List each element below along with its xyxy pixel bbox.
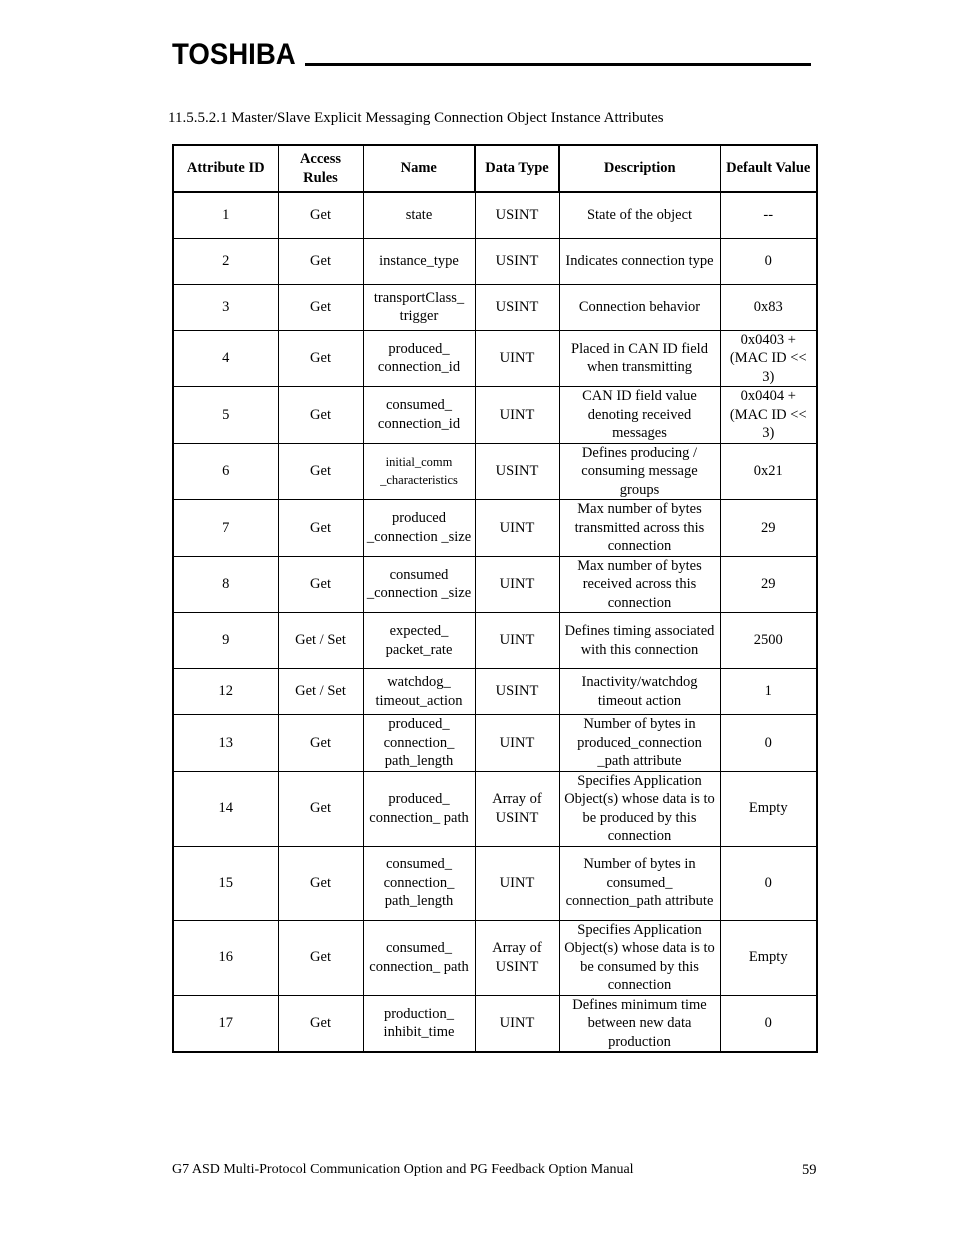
cell-default-value: 0x21 [720, 443, 817, 500]
table-row [173, 500, 817, 557]
cell-name: consumed_ connection_ path [363, 920, 475, 995]
cell-description: Placed in CAN ID field when transmitting [559, 330, 720, 387]
cell-attribute-id: 1 [173, 192, 278, 238]
cell-description: Specifies Application Object(s) whose data is to be consumed by this connection [559, 920, 720, 995]
cell-attribute-id: 15 [173, 846, 278, 920]
cell-data-type: UINT [475, 500, 559, 557]
cell-description: Max number of bytes received across this connection [559, 556, 720, 613]
cell-default-value: Empty [720, 771, 817, 846]
cell-attribute-id: 16 [173, 920, 278, 995]
table-row [173, 920, 817, 995]
footer-page-number: 59 [802, 1162, 817, 1178]
cell-data-type: UINT [475, 846, 559, 920]
cell-data-type: UINT [475, 387, 559, 444]
cell-access-rules: Get [278, 330, 363, 387]
cell-data-type: USINT [475, 669, 559, 715]
cell-attribute-id: 3 [173, 284, 278, 330]
cell-default-value: 0 [720, 238, 817, 284]
cell-default-value: 0x0403 + (MAC ID << 3) [720, 330, 817, 387]
cell-attribute-id: 8 [173, 556, 278, 613]
cell-default-value: Empty [720, 920, 817, 995]
cell-attribute-id: 14 [173, 771, 278, 846]
cell-data-type: UINT [475, 715, 559, 772]
toshiba-logo: TOSHIBA [172, 38, 296, 71]
footer-manual-title: G7 ASD Multi-Protocol Communication Option and PG Feedback Option Manual [172, 1162, 634, 1177]
table-row [173, 613, 817, 669]
cell-access-rules: Get [278, 846, 363, 920]
cell-description: Defines timing associated with this connection [559, 613, 720, 669]
cell-access-rules: Get [278, 771, 363, 846]
cell-name: produced_ connection_ path [363, 771, 475, 846]
cell-attribute-id: 4 [173, 330, 278, 387]
cell-default-value: 0x83 [720, 284, 817, 330]
cell-data-type: Array of USINT [475, 771, 559, 846]
cell-default-value: 1 [720, 669, 817, 715]
cell-name: watchdog_ timeout_action [363, 669, 475, 715]
cell-default-value: 0 [720, 715, 817, 772]
table-row [173, 556, 817, 613]
header-attribute-id: Attribute ID [173, 145, 278, 192]
cell-data-type: UINT [475, 556, 559, 613]
header-access-rules: Access Rules [278, 145, 363, 192]
cell-name: expected_ packet_rate [363, 613, 475, 669]
cell-access-rules: Get [278, 443, 363, 500]
table-row [173, 387, 817, 444]
cell-description: Connection behavior [559, 284, 720, 330]
table-row [173, 284, 817, 330]
cell-name: consumed _connection _size [363, 556, 475, 613]
cell-default-value: -- [720, 192, 817, 238]
cell-access-rules: Get / Set [278, 613, 363, 669]
cell-description: Defines producing / consuming message groups [559, 443, 720, 500]
cell-name: instance_type [363, 238, 475, 284]
cell-attribute-id: 2 [173, 238, 278, 284]
cell-data-type: USINT [475, 443, 559, 500]
table-row [173, 846, 817, 920]
cell-attribute-id: 13 [173, 715, 278, 772]
cell-access-rules: Get [278, 715, 363, 772]
table-row [173, 771, 817, 846]
cell-default-value: 29 [720, 500, 817, 557]
cell-attribute-id: 6 [173, 443, 278, 500]
section-title: 11.5.5.2.1 Master/Slave Explicit Messaging Connection Object Instance Attributes [168, 110, 664, 126]
cell-access-rules: Get [278, 500, 363, 557]
cell-description: Defines minimum time between new data production [559, 995, 720, 1052]
cell-attribute-id: 9 [173, 613, 278, 669]
cell-default-value: 29 [720, 556, 817, 613]
cell-description: Number of bytes in produced_connection _path attribute [559, 715, 720, 772]
header-data-type: Data Type [475, 145, 559, 192]
cell-default-value: 0 [720, 995, 817, 1052]
cell-access-rules: Get [278, 192, 363, 238]
cell-data-type: Array of USINT [475, 920, 559, 995]
cell-default-value: 0x0404 + (MAC ID << 3) [720, 387, 817, 444]
cell-data-type: USINT [475, 192, 559, 238]
cell-access-rules: Get [278, 920, 363, 995]
cell-data-type: UINT [475, 995, 559, 1052]
cell-description: CAN ID field value denoting received messages [559, 387, 720, 444]
table-row [173, 330, 817, 387]
cell-access-rules: Get [278, 387, 363, 444]
cell-data-type: USINT [475, 284, 559, 330]
cell-default-value: 2500 [720, 613, 817, 669]
cell-access-rules: Get [278, 238, 363, 284]
header-name: Name [363, 145, 475, 192]
cell-name: consumed_ connection_id [363, 387, 475, 444]
header-description: Description [559, 145, 720, 192]
cell-access-rules: Get / Set [278, 669, 363, 715]
cell-description: State of the object [559, 192, 720, 238]
cell-description: Indicates connection type [559, 238, 720, 284]
table-row [173, 192, 817, 238]
cell-name: produced_ connection_id [363, 330, 475, 387]
cell-access-rules: Get [278, 995, 363, 1052]
header-default-value: Default Value [720, 145, 817, 192]
cell-data-type: UINT [475, 330, 559, 387]
cell-description: Inactivity/watchdog timeout action [559, 669, 720, 715]
cell-description: Specifies Application Object(s) whose data is to be produced by this connection [559, 771, 720, 846]
cell-default-value: 0 [720, 846, 817, 920]
table-row [173, 443, 817, 500]
cell-name: consumed_ connection_ path_length [363, 846, 475, 920]
table-header-row [173, 145, 817, 192]
table-row [173, 715, 817, 772]
cell-description: Number of bytes in consumed_ connection_path attribute [559, 846, 720, 920]
cell-name: produced_ connection_ path_length [363, 715, 475, 772]
header-rule [305, 63, 811, 66]
cell-name: produced _connection _size [363, 500, 475, 557]
table-row [173, 669, 817, 715]
table-row [173, 238, 817, 284]
cell-name: transportClass_ trigger [363, 284, 475, 330]
cell-description: Max number of bytes transmitted across this connection [559, 500, 720, 557]
cell-data-type: UINT [475, 613, 559, 669]
cell-data-type: USINT [475, 238, 559, 284]
table-row [173, 995, 817, 1052]
cell-attribute-id: 17 [173, 995, 278, 1052]
cell-name: initial_comm _characteristics [363, 443, 475, 500]
cell-access-rules: Get [278, 284, 363, 330]
cell-attribute-id: 5 [173, 387, 278, 444]
cell-access-rules: Get [278, 556, 363, 613]
cell-name: state [363, 192, 475, 238]
attribute-table [172, 144, 818, 1053]
cell-name: production_ inhibit_time [363, 995, 475, 1052]
cell-attribute-id: 12 [173, 669, 278, 715]
cell-attribute-id: 7 [173, 500, 278, 557]
